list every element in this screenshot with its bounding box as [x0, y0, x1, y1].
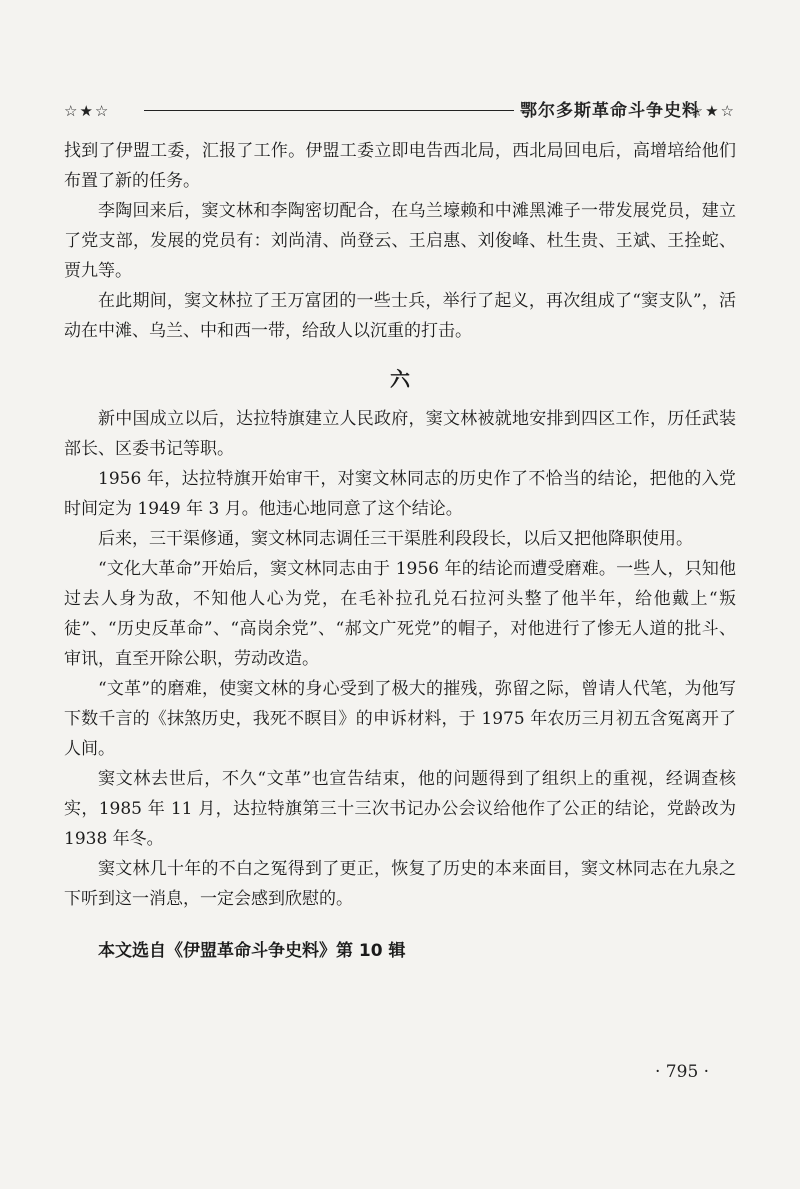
paragraph: “文革”的磨难，使窦文林的身心受到了极大的摧残，弥留之际，曾请人代笔，为他写下数千言的《抹煞历史，我死不瞑目》的申诉材料，于 1975 年农历三月初五含冤离开了人间。 [64, 679, 736, 759]
paragraph: 窦文林几十年的不白之冤得到了更正，恢复了历史的本来面目，窦文林同志在九泉之下听到这一消息，一定会感到欣慰的。 [64, 859, 736, 909]
page-number: · 795 · [655, 1062, 710, 1082]
paragraph: 找到了伊盟工委，汇报了工作。伊盟工委立即电告西北局，西北局回电后，高增培给他们布置了新的任务。 [64, 141, 736, 191]
paragraph: 后来，三干渠修通，窦文林同志调任三干渠胜利段段长，以后又把他降职使用。 [98, 529, 693, 549]
header-title: 鄂尔多斯革命斗争史料 [520, 101, 700, 121]
header-stars-left: ☆★☆ [64, 102, 111, 120]
source-note: 本文选自《伊盟革命斗争史料》第 10 辑 [98, 941, 406, 961]
paragraph: 1956 年，达拉特旗开始审干，对窦文林同志的历史作了不恰当的结论，把他的入党时间定为 1949 年 3 月。他违心地同意了这个结论。 [64, 469, 736, 519]
paragraph: 新中国成立以后，达拉特旗建立人民政府，窦文林被就地安排到四区工作，历任武装部长、区委书记等职。 [64, 409, 736, 459]
paragraph: “文化大革命”开始后，窦文林同志由于 1956 年的结论而遭受磨难。一些人，只知他过去人身为敌，不知他人心为党，在毛补拉孔兑石拉河头整了他半年，给他戴上“叛徒”、“历史反革命”、“高岗余党”、“郝文广死党”的帽子，对他进行了惨无人道的批斗、审讯，直至开除公职，劳动改造。 [64, 559, 736, 669]
paragraph: 窦文林去世后，不久“文革”也宣告结束，他的问题得到了组织上的重视，经调查核实，1985 年 11 月，达拉特旗第三十三次书记办公会议给他作了公正的结论，党龄改为 1938 年冬。 [64, 769, 736, 849]
page-body [64, 136, 736, 966]
section-heading: 六 [390, 367, 410, 391]
paragraph: 在此期间，窦文林拉了王万富团的一些士兵，举行了起义，再次组成了“窦支队”，活动在中滩、乌兰、中和西一带，给敌人以沉重的打击。 [64, 291, 736, 341]
running-header [64, 100, 736, 122]
paragraph: 李陶回来后，窦文林和李陶密切配合，在乌兰壕赖和中滩黑滩子一带发展党员，建立了党支部，发展的党员有：刘尚清、尚登云、王启惠、刘俊峰、杜生贵、王斌、王拴蛇、贾九等。 [64, 201, 736, 281]
header-stars-right: ☆★☆ [689, 102, 736, 120]
header-rule [144, 110, 514, 111]
